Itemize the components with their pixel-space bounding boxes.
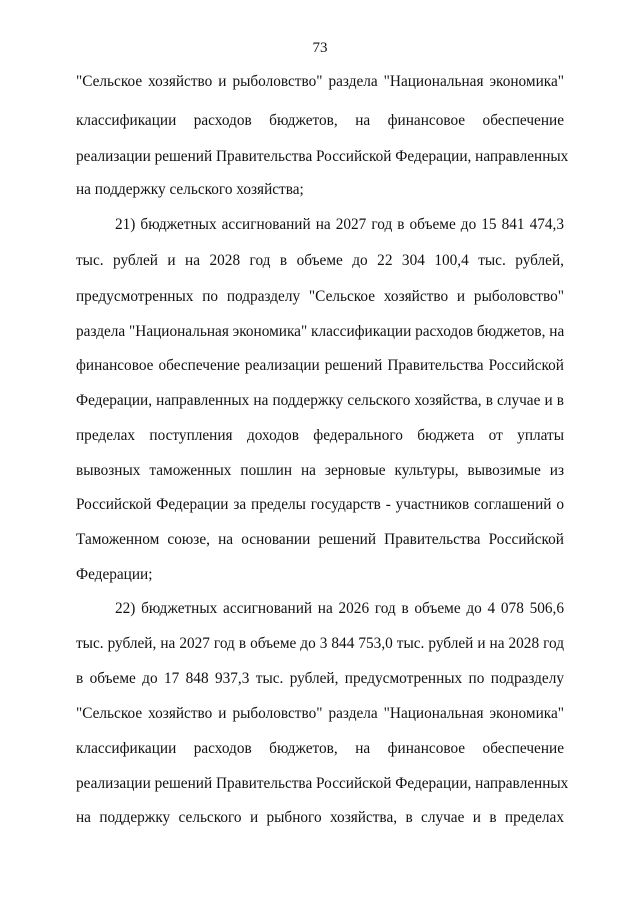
text-line: 22) бюджетных ассигнований на 2026 год в объеме до 4 078 506,6 <box>115 600 564 617</box>
text-line: классификации расходов бюджетов, на финансовое обеспечение <box>76 740 564 757</box>
text-line: Таможенном союзе, на основании решений Правительства Российской <box>76 531 564 548</box>
text-line: пределах поступления доходов федерального бюджета от уплаты <box>76 427 564 444</box>
text-line: финансовое обеспечение реализации решений Правительства Российской <box>76 357 564 374</box>
text-line: классификации расходов бюджетов, на финансовое обеспечение <box>76 112 564 129</box>
text-line: "Сельское хозяйство и рыболовство" раздела "Национальная экономика" <box>76 705 564 722</box>
text-line: тыс. рублей и на 2028 год в объеме до 22 304 100,4 тыс. рублей, <box>76 252 564 269</box>
text-line: Федерации, направленных на поддержку сельского хозяйства, в случае и в <box>76 392 564 409</box>
text-line: предусмотренных по подразделу "Сельское хозяйство и рыболовство" <box>76 288 564 305</box>
text-line: на поддержку сельского и рыбного хозяйства, в случае и в пределах <box>76 809 564 826</box>
text-line: Федерации; <box>76 566 153 583</box>
text-line: на поддержку сельского хозяйства; <box>76 181 304 198</box>
page-number: 73 <box>312 40 328 56</box>
text-line: в объеме до 17 848 937,3 тыс. рублей, предусмотренных по подразделу <box>76 670 564 687</box>
text-line: вывозных таможенных пошлин на зерновые культуры, вывозимые из <box>76 462 564 479</box>
text-line: тыс. рублей, на 2027 год в объеме до 3 844 753,0 тыс. рублей и на 2028 год <box>76 635 564 652</box>
text-line: Российской Федерации за пределы государств - участников соглашений о <box>76 496 564 513</box>
text-line: 21) бюджетных ассигнований на 2027 год в объеме до 15 841 474,3 <box>115 216 564 233</box>
text-line: раздела "Национальная экономика" классификации расходов бюджетов, на <box>76 323 565 340</box>
text-line: "Сельское хозяйство и рыболовство" раздела "Национальная экономика" <box>76 73 564 90</box>
text-line: реализации решений Правительства Российской Федерации, направленных <box>76 148 569 165</box>
text-line: реализации решений Правительства Российской Федерации, направленных <box>76 775 569 792</box>
